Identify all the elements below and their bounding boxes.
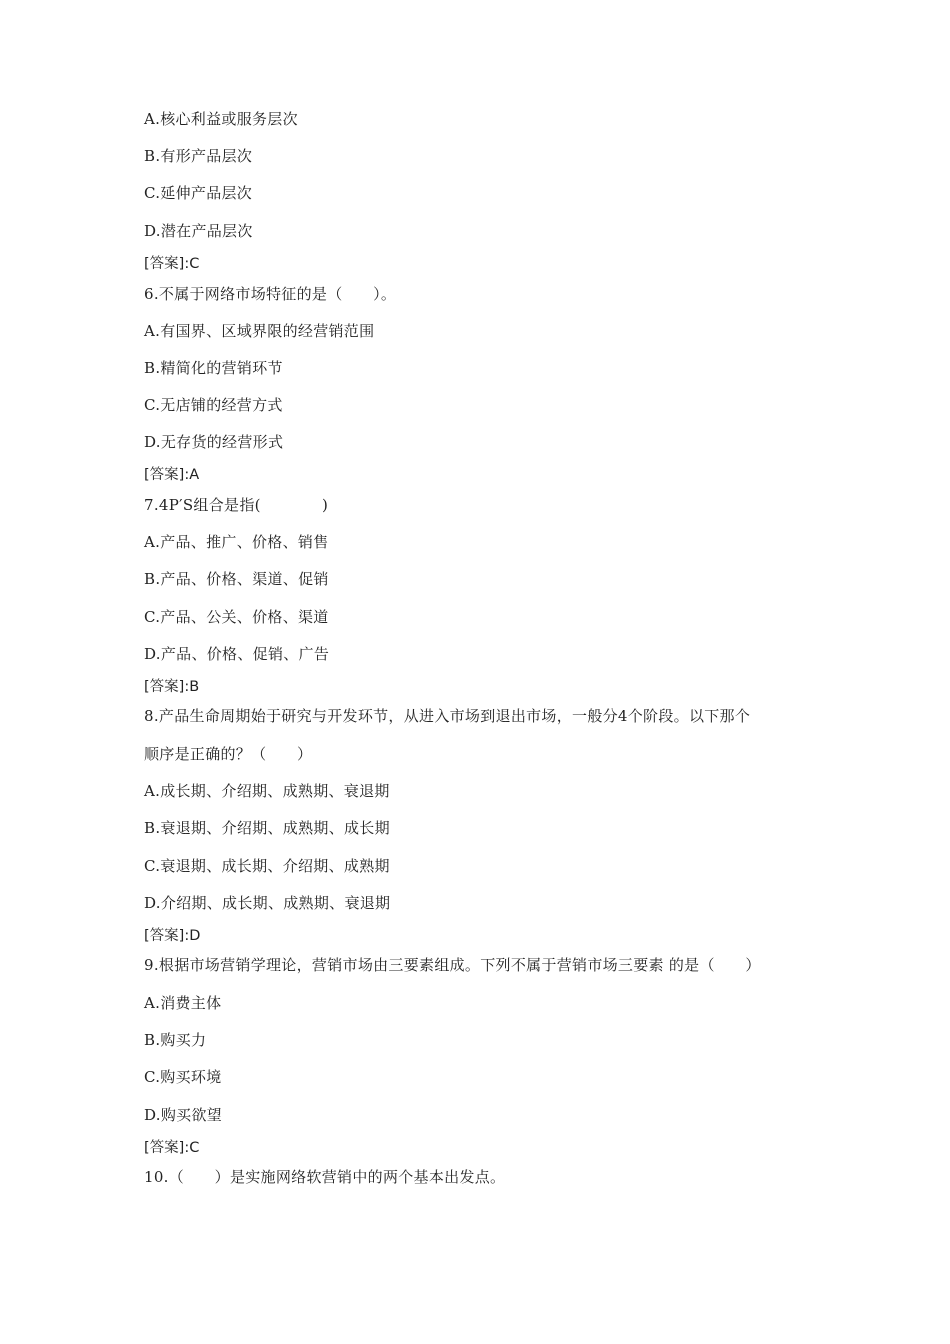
option-c: C.衰退期、成长期、介绍期、成熟期 — [144, 857, 390, 875]
question-7: 7.4P′S组合是指( ) — [144, 496, 329, 514]
option-a: A.成长期、介绍期、成熟期、衰退期 — [144, 782, 390, 800]
option-c: C.延伸产品层次 — [144, 184, 253, 202]
question-8: 8.产品生命周期始于研究与开发环节，从进入市场到退出市场，一般分4个阶段。以下那个 — [144, 707, 751, 725]
option-b: B.有形产品层次 — [144, 147, 253, 165]
option-d: D.潜在产品层次 — [144, 222, 253, 240]
answer: [答案]:D — [144, 928, 201, 944]
question-8-continued: 顺序是正确的？（ ） — [144, 745, 313, 763]
option-b: B.购买力 — [144, 1031, 207, 1049]
question-10: 10.（ ）是实施网络软营销中的两个基本出发点。 — [144, 1168, 506, 1186]
option-d: D.购买欲望 — [144, 1106, 223, 1124]
option-a: A.有国界、区域界限的经营销范围 — [144, 322, 375, 340]
option-c: C.产品、公关、价格、渠道 — [144, 608, 329, 626]
option-b: B.产品、价格、渠道、促销 — [144, 570, 329, 588]
answer: [答案]:C — [144, 1140, 200, 1156]
answer: [答案]:B — [144, 679, 200, 695]
option-a: A.产品、推广、价格、销售 — [144, 533, 329, 551]
option-d: D.产品、价格、促销、广告 — [144, 645, 330, 663]
option-a: A.核心利益或服务层次 — [144, 110, 298, 128]
option-b: B.衰退期、介绍期、成熟期、成长期 — [144, 819, 390, 837]
question-9: 9.根据市场营销学理论，营销市场由三要素组成。下列不属于营销市场三要素 的是（ ） — [144, 956, 761, 974]
option-d: D.无存货的经营形式 — [144, 433, 284, 451]
option-c: C.无店铺的经营方式 — [144, 396, 283, 414]
option-b: B.精简化的营销环节 — [144, 359, 283, 377]
option-c: C.购买环境 — [144, 1068, 222, 1086]
question-6: 6.不属于网络市场特征的是（ ）。 — [144, 285, 397, 303]
option-a: A.消费主体 — [144, 994, 222, 1012]
answer: [答案]:C — [144, 256, 200, 272]
answer: [答案]:A — [144, 467, 200, 483]
option-d: D.介绍期、成长期、成熟期、衰退期 — [144, 894, 391, 912]
